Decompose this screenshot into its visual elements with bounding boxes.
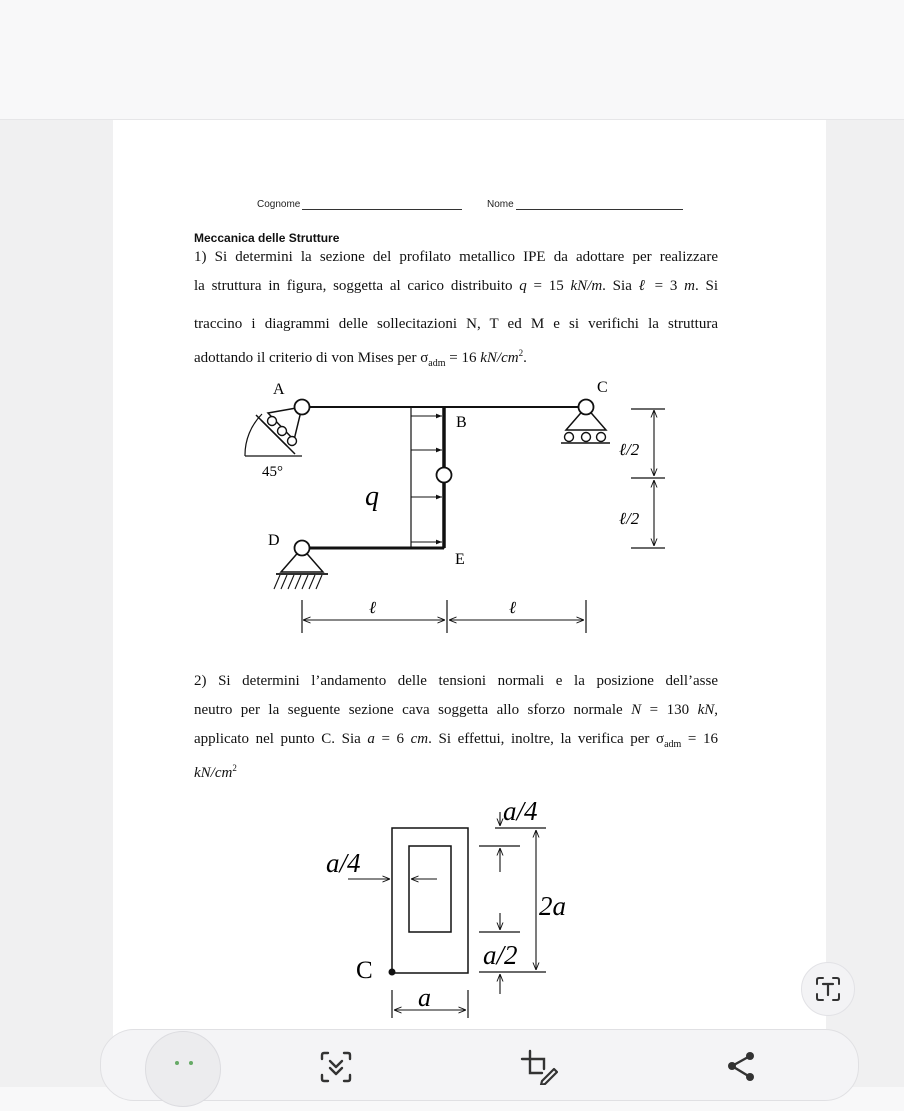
ex2-line4: $kN/cm^2$ [194, 763, 237, 781]
app-icon [146, 1032, 220, 1106]
hollow-section [348, 812, 546, 1018]
dim-2a: 2a [539, 891, 566, 921]
text-recognition-button[interactable] [801, 962, 855, 1016]
angle-label: 45° [262, 464, 283, 480]
ex2-line3: applicato nel punto C. Sia a = 6 cm. Si effettui, inoltre, la verifica per $\sigma_{adm} = 16$ [194, 731, 718, 750]
dim-half-bottom: ℓ/2 [619, 509, 640, 528]
ex1-line2: la struttura in figura, soggetta al carico distribuito q = 15 kN/m. Sia ℓ = 3 m. Si [194, 278, 719, 294]
exercise2-text [194, 667, 718, 783]
dim-half-top: ℓ/2 [619, 440, 640, 459]
ex2-line1: 2) Si determini l’andamento delle tensioni normali e la posizione dell’asse [194, 673, 718, 689]
dim-a2: a/2 [483, 940, 518, 970]
course-title: Meccanica delle Strutture [194, 231, 340, 245]
share-button[interactable] [726, 1050, 758, 1087]
label-c-section: C [356, 957, 373, 984]
surname-label: Cognome [257, 199, 301, 210]
support-a [245, 400, 310, 457]
scan-button[interactable] [318, 1049, 354, 1090]
dim-a4-top: a/4 [503, 796, 538, 826]
share-icon [726, 1050, 758, 1082]
label-a: A [273, 381, 285, 398]
crop-edit-icon [520, 1049, 558, 1085]
scan-chevrons-icon [318, 1049, 354, 1085]
point-c [389, 969, 396, 976]
ex1-line3: traccino i diagrammi delle sollecitazioni N, T ed M e si verifichi la struttura [194, 316, 718, 332]
ex1-line1: 1) Si determini la sezione del profilato metallico IPE da adottare per realizzare [194, 249, 718, 265]
dim-a4-left: a/4 [326, 848, 361, 878]
horizontal-dimensions [302, 600, 586, 633]
dim-left: ℓ [369, 598, 377, 617]
ex2-line2: neutro per la seguente sezione cava soggetta allo sforzo normale N = 130 kN, [194, 702, 718, 718]
label-b: B [456, 414, 467, 431]
name-label: Nome [487, 199, 514, 210]
app-button[interactable] [145, 1031, 221, 1107]
internal-hinge [437, 468, 452, 483]
dim-right: ℓ [509, 598, 517, 617]
ex1-line4: adottando il criterio di von Mises per $\sigma_{adm} = 16$ $kN/cm^2$. [194, 348, 527, 369]
load-label: q [365, 481, 379, 512]
crop-edit-button[interactable] [520, 1049, 558, 1090]
label-e: E [455, 551, 465, 568]
label-d: D [268, 532, 280, 549]
label-c: C [597, 379, 608, 396]
dim-a-bottom: a [418, 983, 431, 1012]
text-recognition-icon [813, 974, 843, 1004]
